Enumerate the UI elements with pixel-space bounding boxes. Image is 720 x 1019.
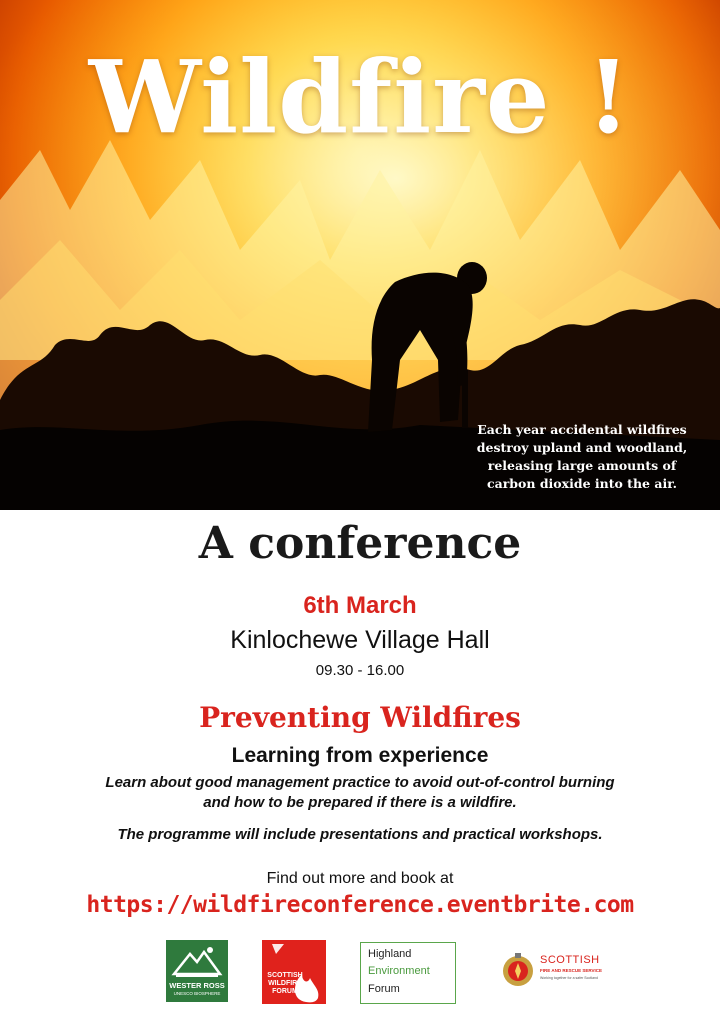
wester-ross-biosphere-logo bbox=[166, 940, 228, 1002]
topic-headline: Preventing Wildfires bbox=[199, 701, 521, 734]
topic-subhead: Learning from experience bbox=[231, 744, 489, 767]
logo-text-line: SCOTTISH bbox=[267, 972, 303, 979]
mountain-icon bbox=[166, 940, 228, 980]
logo-text: FIRE AND RESCUE SERVICE bbox=[540, 968, 603, 973]
logo-text: Working together for a safer Scotland bbox=[540, 976, 598, 980]
scottish-fire-rescue-logo bbox=[498, 951, 604, 991]
hero-title: Wildfire ! bbox=[88, 38, 632, 156]
description-line: and how to be prepared if there is a wildfire. bbox=[203, 794, 517, 811]
hero-caption-line: carbon dioxide into the air. bbox=[487, 476, 677, 491]
hero-caption bbox=[452, 421, 712, 493]
logo-text: Forum bbox=[368, 983, 400, 995]
logo-text: Environment bbox=[368, 965, 430, 977]
event-date: 6th March bbox=[303, 592, 417, 619]
event-time: 09.30 - 16.00 bbox=[315, 662, 405, 679]
logo-text: WESTER ROSS bbox=[169, 981, 225, 990]
logo-text bbox=[265, 972, 305, 996]
hero-caption-line: destroy upland and woodland, bbox=[476, 440, 688, 455]
logo-text: Highland bbox=[368, 948, 412, 960]
topic-description bbox=[0, 773, 720, 813]
highland-environment-forum-logo bbox=[360, 942, 456, 1004]
logo-text-line: WILDFIRE bbox=[268, 980, 302, 987]
conference-heading: A conference bbox=[198, 518, 522, 569]
programme-note: The programme will include presentations and practical workshops. bbox=[117, 826, 603, 843]
event-venue: Kinlochewe Village Hall bbox=[230, 626, 490, 654]
booking-link[interactable]: https://wildfireconference.eventbrite.com bbox=[86, 892, 634, 918]
logo-text: SCOTTISH bbox=[540, 954, 600, 966]
logo-text: UNESCO BIOSPHERE bbox=[173, 991, 221, 996]
scottish-wildfire-forum-logo bbox=[262, 940, 326, 1004]
hero-caption-line: Each year accidental wildfires bbox=[477, 422, 687, 437]
hero-caption-line: releasing large amounts of bbox=[487, 458, 677, 473]
crest-icon bbox=[498, 951, 538, 991]
description-line: Learn about good management practice to avoid out-of-control burning bbox=[105, 774, 615, 791]
logo-text-line: FORUM bbox=[272, 988, 298, 995]
booking-prompt: Find out more and book at bbox=[266, 870, 454, 887]
